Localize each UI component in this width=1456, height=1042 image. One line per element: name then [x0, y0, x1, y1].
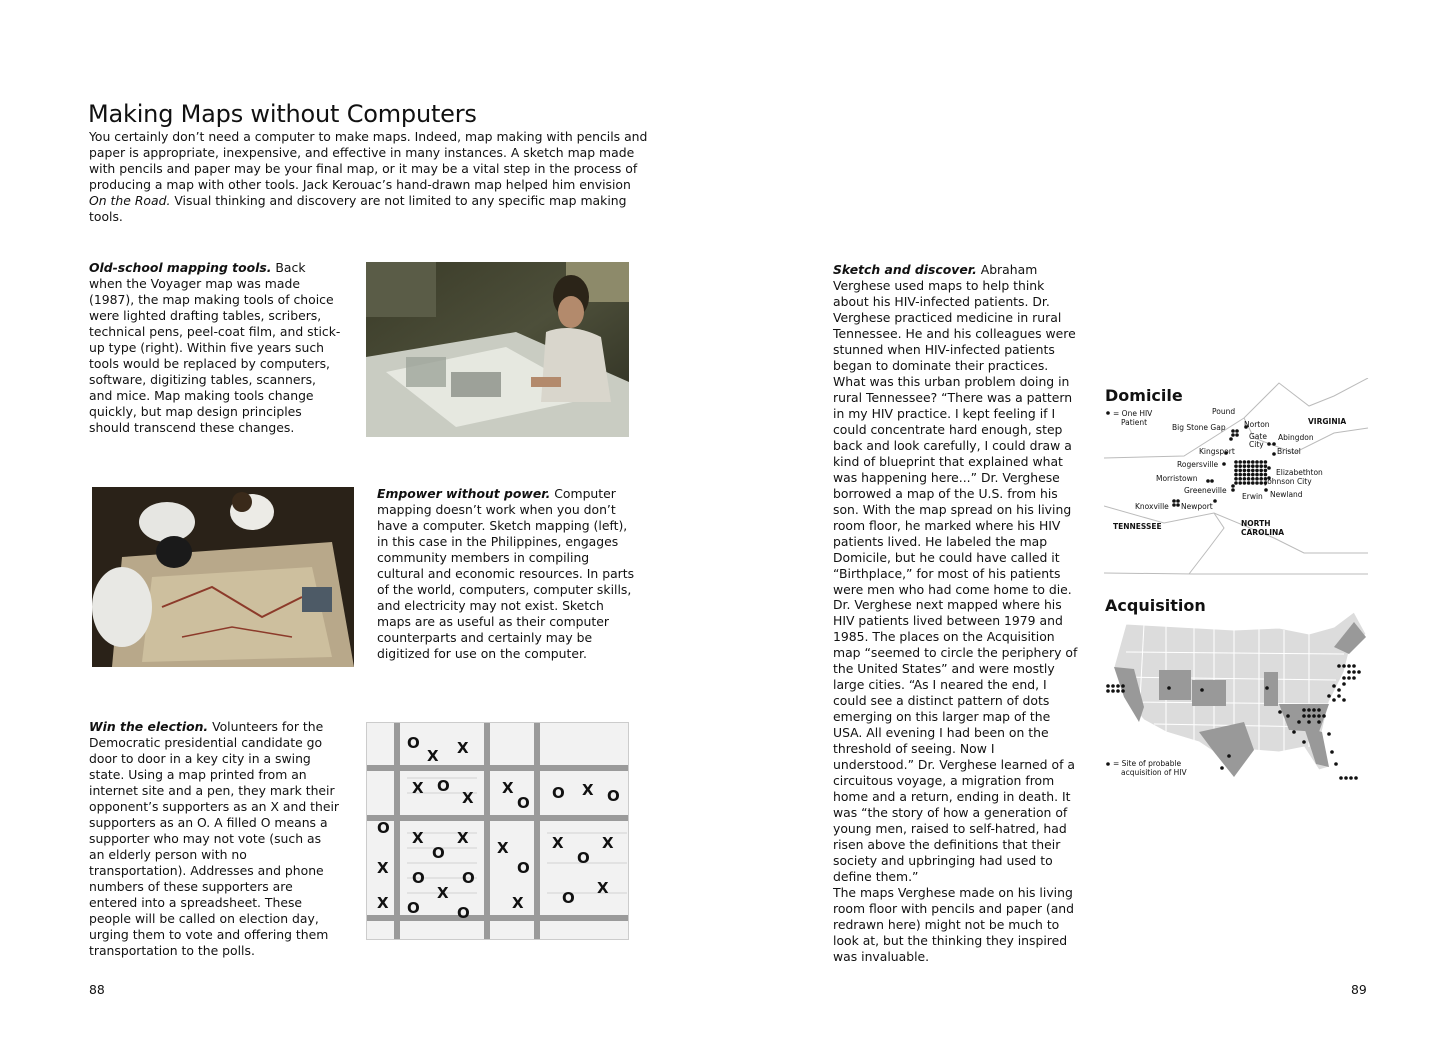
sketch-mapping-illustration	[92, 487, 354, 667]
svg-text:X: X	[597, 879, 609, 897]
acquisition-dot	[1302, 708, 1306, 712]
place-elizabethton: Elizabethton	[1276, 468, 1323, 477]
svg-text:X: X	[502, 779, 514, 797]
acquisition-title: Acquisition	[1105, 596, 1206, 615]
acquisition-dot	[1312, 708, 1316, 712]
domicile-map-graphic	[1104, 378, 1370, 578]
patient-dot	[1243, 473, 1247, 477]
patient-dot	[1238, 469, 1242, 473]
acquisition-dot	[1200, 688, 1204, 692]
svg-text:O: O	[432, 844, 445, 862]
svg-text:X: X	[512, 894, 524, 912]
election-map-image	[366, 722, 629, 940]
page-number-left: 88	[89, 982, 105, 997]
acquisition-dot	[1337, 688, 1341, 692]
svg-text:X: X	[582, 781, 594, 799]
acquisition-dot	[1332, 684, 1336, 688]
drafting-table-photo	[366, 262, 629, 437]
patient-dot	[1259, 481, 1263, 485]
svg-text:O: O	[462, 869, 475, 887]
acquisition-dot	[1352, 676, 1356, 680]
svg-text:O: O	[407, 899, 420, 917]
acquisition-dot	[1330, 750, 1334, 754]
patient-dot	[1234, 473, 1238, 477]
patient-dot	[1251, 464, 1255, 468]
acquisition-dot	[1334, 762, 1338, 766]
patient-dot	[1259, 460, 1263, 464]
place-pound: Pound	[1212, 407, 1236, 416]
patient-dot	[1251, 477, 1255, 481]
acquisition-map-graphic	[1104, 592, 1370, 792]
patient-dot	[1234, 481, 1238, 485]
svg-text:X: X	[377, 894, 389, 912]
patient-dot	[1255, 464, 1259, 468]
acquisition-dot	[1342, 664, 1346, 668]
patient-dot	[1234, 460, 1238, 464]
patient-dot	[1247, 464, 1251, 468]
acquisition-dot	[1352, 664, 1356, 668]
patient-dot	[1255, 473, 1259, 477]
state-tennessee: TENNESSEE	[1113, 522, 1162, 531]
svg-text:O: O	[562, 889, 575, 907]
patient-dot	[1247, 481, 1251, 485]
patient-dot	[1259, 469, 1263, 473]
acquisition-dot	[1121, 689, 1125, 693]
patient-dot	[1255, 477, 1259, 481]
svg-text:X: X	[497, 839, 509, 857]
intro-text: You certainly don’t need a computer to make maps. Indeed, map making with pencils and paper is appropriate, inexpensive, and effective in many instances. A sketch map made with pencils and paper may be your final map, or it may be a vital step in the process of producing a map with other tools. Jack Kerouac’s hand-drawn map helped him envision	[89, 129, 648, 192]
acquisition-dot	[1106, 684, 1110, 688]
acquisition-dot	[1317, 708, 1321, 712]
patient-dot	[1264, 464, 1268, 468]
intro-book-title: On the Road.	[89, 193, 171, 208]
patient-dot	[1264, 473, 1268, 477]
patient-dot	[1234, 464, 1238, 468]
svg-text:O: O	[552, 784, 565, 802]
acquisition-dot	[1121, 684, 1125, 688]
patient-dot	[1238, 481, 1242, 485]
section-text: Volunteers for the Democratic presidential candidate go door to door in a key city in a swing state. Using a map printed from an internet site and a pen, they mark their opponent’s supporters as an X and their supporters as an O. A filled O means a supporter who may not vote (such as an elderly person with no transportation). Addresses and phone numbers of these supporters are entered into a spreadsheet. These people will be called on election day, urging them to vote and offering them transportation to the polls.	[89, 719, 340, 958]
acquisition-dot	[1302, 740, 1306, 744]
acquisition-dot	[1286, 714, 1290, 718]
patient-dot	[1243, 481, 1247, 485]
acquisition-dot	[1349, 776, 1353, 780]
patient-dot	[1264, 469, 1268, 473]
patient-dot	[1243, 477, 1247, 481]
svg-text:O: O	[517, 794, 530, 812]
patient-dot	[1234, 477, 1238, 481]
acquisition-dot	[1227, 754, 1231, 758]
acquisition-dot	[1352, 670, 1356, 674]
patient-dot	[1251, 469, 1255, 473]
place-newport: Newport	[1181, 502, 1213, 511]
acquisition-dot	[1111, 689, 1115, 693]
svg-text:O: O	[577, 849, 590, 867]
patient-dot	[1264, 460, 1268, 464]
svg-text:X: X	[377, 859, 389, 877]
patient-dot	[1251, 460, 1255, 464]
acquisition-dot	[1307, 714, 1311, 718]
run-in-heading: Win the election.	[89, 719, 209, 734]
acquisition-dot	[1337, 664, 1341, 668]
domicile-title: Domicile	[1105, 386, 1183, 405]
patient-dot	[1238, 473, 1242, 477]
acquisition-legend-2: acquisition of HIV	[1121, 768, 1187, 777]
sketch-text: Abraham Verghese used maps to help think about his HIV-infected patients. Dr. Verghese practiced medicine in rural Tennessee. He and his colleagues were stunned when HIV-infected patients began to dominate their practices. What was this urban problem doing in rural Tennessee? “There was a pattern in my HIV practice. I kept feeling if I could concentrate hard enough, step back and look carefully, I could draw a kind of blueprint that explained what was happening here...” Dr. Verghese borrowed a map of the U.S. from his son. With the map spread on his living room floor, he marked where his HIV patients lived. He labeled the map Domicile, but he could have called it “Birthplace,” for most of his patients were men who had come home to die.	[833, 262, 1076, 597]
place-city: City	[1249, 440, 1264, 449]
acquisition-paragraph: Dr. Verghese next mapped where his HIV patients lived between 1979 and 1985. The places on the Acquisition map “seemed to circle the periphery of the United States” and were mostly large cities. “As I neared the end, I could see a distinct pattern of dots emerging on this larger map of the USA. All evening I had been on the threshold of seeing. Now I understood.” Dr. Verghese learned of a circuitous voyage, a migration from home and a return, ending in death. It was “the story of how a generation of young men, raised to self-hatred, had risen above the definitions that their society and upbringing had used to define them.”	[833, 597, 1078, 884]
patient-dot	[1238, 460, 1242, 464]
patient-dot	[1251, 481, 1255, 485]
patient-dot	[1259, 477, 1263, 481]
acquisition-dot	[1116, 689, 1120, 693]
svg-text:X: X	[437, 884, 449, 902]
drafting-table-illustration	[366, 262, 629, 437]
patient-dot	[1247, 477, 1251, 481]
domicile-legend-2: Patient	[1121, 418, 1148, 427]
domicile-map	[1104, 378, 1370, 578]
patient-dot	[1247, 473, 1251, 477]
patient-dot	[1243, 464, 1247, 468]
sketch-discover-paragraph	[833, 262, 1078, 598]
acquisition-dot	[1317, 714, 1321, 718]
svg-text:X: X	[552, 834, 564, 852]
svg-text:X: X	[412, 829, 424, 847]
svg-text:X: X	[427, 747, 439, 765]
patient-dot	[1259, 473, 1263, 477]
svg-text:X: X	[462, 789, 474, 807]
domicile-legend-1: = One HIV	[1113, 409, 1153, 418]
acquisition-dot	[1357, 670, 1361, 674]
acquisition-dot	[1337, 694, 1341, 698]
patient-dot	[1243, 469, 1247, 473]
acquisition-dot	[1322, 714, 1326, 718]
page-title: Making Maps without Computers	[88, 100, 477, 128]
place-kingsport: Kingsport	[1199, 447, 1235, 456]
patient-dot	[1243, 460, 1247, 464]
acquisition-dot	[1317, 720, 1321, 724]
acquisition-dot	[1347, 670, 1351, 674]
place-bristol: Bristol	[1277, 447, 1301, 456]
svg-text:O: O	[517, 859, 530, 877]
place-norton: Norton	[1244, 420, 1270, 429]
svg-text:X: X	[457, 829, 469, 847]
patient-dot	[1259, 464, 1263, 468]
acquisition-dot	[1342, 698, 1346, 702]
patient-dot	[1255, 481, 1259, 485]
election-paragraph	[89, 719, 339, 959]
page-number-right: 89	[1351, 982, 1367, 997]
acquisition-map	[1104, 592, 1370, 792]
acquisition-dot	[1327, 694, 1331, 698]
patient-dot	[1255, 469, 1259, 473]
place-johnson-city: Johnson City	[1265, 477, 1312, 486]
section-text: Back when the Voyager map was made (1987), the map making tools of choice were lighted drafting tables, scribers, technical pens, peel-coat film, and stick-up type (right). Within five years such tools would be replaced by computers, software, digitizing tables, scanners, and mice. Map making tools change quickly, but map design principles should transcend these changes.	[89, 260, 341, 435]
place-abingdon: Abingdon	[1278, 433, 1314, 442]
svg-text:X: X	[457, 739, 469, 757]
acquisition-legend-1: = Site of probable	[1113, 759, 1182, 768]
run-in-heading: Empower without power.	[377, 486, 551, 501]
acquisition-dot	[1106, 689, 1110, 693]
place-knoxville: Knoxville	[1135, 502, 1169, 511]
svg-text:X: X	[412, 779, 424, 797]
patient-dot	[1247, 460, 1251, 464]
place-erwin: Erwin	[1242, 492, 1263, 501]
acquisition-dot	[1347, 664, 1351, 668]
acquisition-dot	[1265, 686, 1269, 690]
acquisition-dot	[1278, 710, 1282, 714]
intro-paragraph	[89, 129, 649, 225]
acquisition-dot	[1292, 730, 1296, 734]
old-school-paragraph	[89, 260, 341, 436]
run-in-heading: Old-school mapping tools.	[89, 260, 272, 275]
place-greeneville: Greeneville	[1184, 486, 1227, 495]
acquisition-dot	[1111, 684, 1115, 688]
acquisition-dot	[1339, 776, 1343, 780]
svg-text:O: O	[437, 777, 450, 795]
patient-dot	[1247, 469, 1251, 473]
acquisition-dot	[1307, 708, 1311, 712]
patient-dot	[1255, 460, 1259, 464]
svg-text:O: O	[412, 869, 425, 887]
acquisition-dot	[1307, 720, 1311, 724]
state-north: NORTH	[1241, 519, 1271, 528]
acquisition-dot	[1347, 676, 1351, 680]
acquisition-dot	[1342, 676, 1346, 680]
place-morristown: Morristown	[1156, 474, 1198, 483]
patient-dot	[1238, 464, 1242, 468]
acquisition-dot	[1312, 714, 1316, 718]
acquisition-dot	[1297, 720, 1301, 724]
acquisition-dot	[1116, 684, 1120, 688]
intro-text-end: Visual thinking and discovery are not limited to any specific map making tools.	[89, 193, 627, 224]
patient-dot	[1234, 469, 1238, 473]
empower-paragraph	[377, 486, 635, 662]
svg-text:O: O	[457, 904, 470, 922]
section-text: Computer mapping doesn’t work when you don’t have a computer. Sketch mapping (left), in this case in the Philippines, engages community members in compiling cultural and economic resources. In parts of the world, computers, computer skills, and electricity may not exist. Sketch maps are as useful as their computer counterparts and certainly may be digitized for use on the computer.	[377, 486, 635, 661]
place-big-stone-gap: Big Stone Gap	[1172, 423, 1226, 432]
acquisition-dot	[1344, 776, 1348, 780]
acquisition-dot	[1354, 776, 1358, 780]
svg-text:O: O	[377, 819, 390, 837]
svg-text:X: X	[602, 834, 614, 852]
acquisition-dot	[1167, 686, 1171, 690]
run-in-heading: Sketch and discover.	[833, 262, 977, 277]
precinct-map-illustration	[367, 723, 629, 940]
state-carolina: CAROLINA	[1241, 528, 1285, 537]
place-gate: Gate	[1249, 432, 1267, 441]
sketch-mapping-photo	[92, 487, 354, 667]
acquisition-dot	[1342, 682, 1346, 686]
acquisition-dot	[1332, 698, 1336, 702]
svg-text:O: O	[407, 734, 420, 752]
place-newland: Newland	[1270, 490, 1303, 499]
acquisition-dot	[1220, 766, 1224, 770]
closing-paragraph: The maps Verghese made on his living room floor with pencils and paper (and redrawn here) might not be much to look at, but the thinking they inspired was invaluable.	[833, 885, 1075, 964]
patient-dot	[1238, 477, 1242, 481]
patient-dot	[1251, 473, 1255, 477]
acquisition-dot	[1302, 714, 1306, 718]
acquisition-dot	[1327, 732, 1331, 736]
svg-text:O: O	[607, 787, 620, 805]
state-virginia: VIRGINIA	[1308, 417, 1347, 426]
place-rogersville: Rogersville	[1177, 460, 1219, 469]
